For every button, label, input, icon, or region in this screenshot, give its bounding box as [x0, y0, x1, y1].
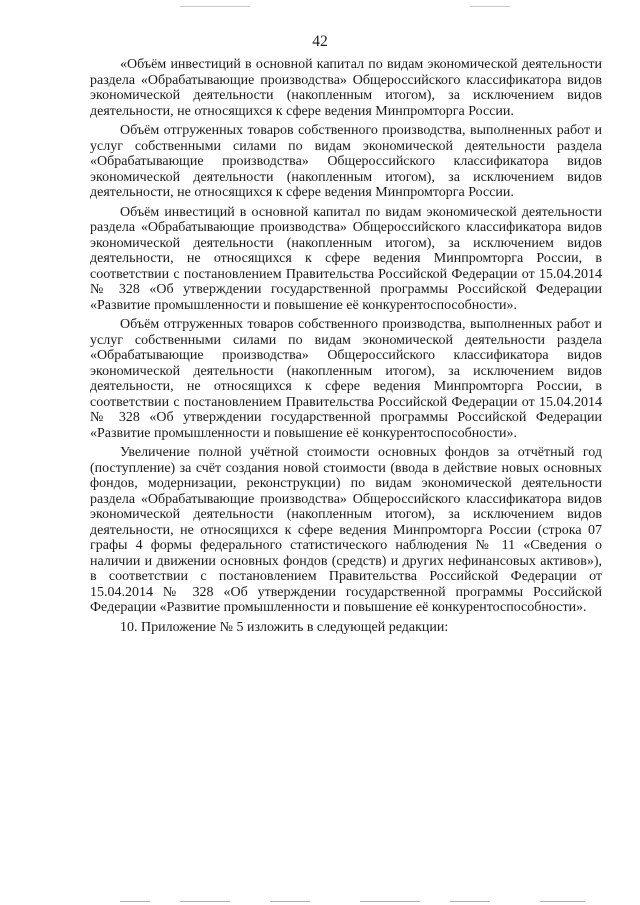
scan-artifact-bottom	[120, 900, 590, 902]
scan-artifact	[470, 6, 510, 7]
paragraph: Объём отгруженных товаров собственного производства, выполненных работ и услуг собственными силами по видам экономической деятельности раздела «Обрабатывающие производства» Общероссийского классификатора видов экономической деятельности (накопленным итогом), за исключением видов деятельности, не относящихся к сфере ведения Минпромторга России, в соответствии с постановлением Правительства Российской Федерации от 15.04.2014 № 328 «Об утверждении государственной программы Российской Федерации «Развитие промышленности и повышение её конкурентоспособности».	[90, 317, 602, 441]
page-number: 42	[312, 33, 328, 50]
paragraph: «Объём инвестиций в основной капитал по видам экономической деятельности раздела «Обрабатывающие производства» Общероссийского классификатора видов экономической деятельности (накопленным итогом), за исключением видов деятельности, не относящихся к сфере ведения Минпромторга России.	[90, 57, 602, 119]
paragraph: 10. Приложение № 5 изложить в следующей редакции:	[120, 619, 449, 635]
scan-artifact	[180, 6, 250, 7]
paragraph: Объём инвестиций в основной капитал по видам экономической деятельности раздела «Обрабатывающие производства» Общероссийского классификатора видов экономической деятельности (накопленным итогом), за исключением видов деятельности, не относящихся к сфере ведения Минпромторга России, в соответствии с постановлением Правительства Российской Федерации от 15.04.2014 № 328 «Об утверждении государственной программы Российской Федерации «Развитие промышленности и повышение её конкурентоспособности».	[90, 204, 602, 313]
document-body	[90, 57, 602, 639]
paragraph: Увеличение полной учётной стоимости основных фондов за отчётный год (поступление) за счёт создания новой стоимости (ввода в действие новых основных фондов, модернизации, реконструкции) по видам экономической деятельности раздела «Обрабатывающие производства» Общероссийского классификатора видов экономической деятельности (накопленным итогом), за исключением видов деятельности, не относящихся к сфере ведения Минпромторга России (строка 07 графы 4 формы федерального статистического наблюдения № 11 «Сведения о наличии и движении основных фондов (средств) и других нефинансовых активов»), в соответствии с постановлением Правительства Российской Федерации от 15.04.2014 № 328 «Об утверждении государственной программы Российской Федерации «Развитие промышленности и повышение её конкурентоспособности».	[90, 445, 602, 615]
paragraph: Объём отгруженных товаров собственного производства, выполненных работ и услуг собственными силами по видам экономической деятельности раздела «Обрабатывающие производства» Общероссийского классификатора видов экономической деятельности (накопленным итогом), за исключением видов деятельности, не относящихся к сфере ведения Минпромторга России.	[90, 123, 602, 200]
